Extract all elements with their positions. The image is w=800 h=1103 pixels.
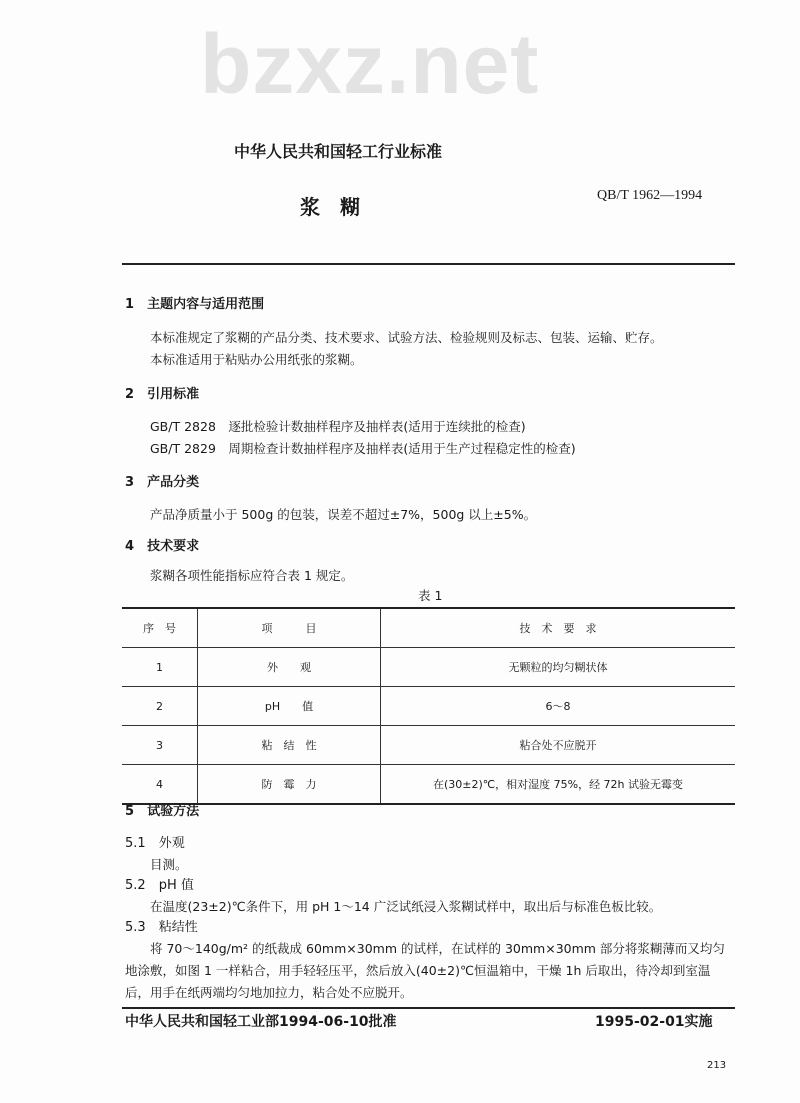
table-row: 4 防 霉 力 在(30±2)℃，相对湿度 75%，经 72h 试验无霉变 (122, 765, 735, 805)
approval-date: 中华人民共和国轻工业部1994-06-10批准 (125, 1014, 397, 1030)
requirements-table (122, 607, 735, 805)
section-5-heading: 5 试验方法 (125, 804, 200, 819)
footer-rule (122, 1007, 735, 1009)
subsection-5-3-text: 后，用手在纸两端均匀地加拉力，粘合处不应脱开。 (125, 985, 413, 1000)
subsection-5-1-heading: 5.1 外观 (125, 836, 185, 851)
issuing-org: 中华人民共和国轻工行业标准 (234, 142, 443, 161)
reference-item: GB/T 2828 逐批检验计数抽样程序及抽样表(适用于连续批的检查) (150, 419, 526, 434)
table-row: 3 粘 结 性 粘合处不应脱开 (122, 726, 735, 765)
standard-code: QB/T 1962—1994 (597, 188, 703, 203)
watermark: bzxz.net (200, 17, 540, 111)
section-4-text: 浆糊各项性能指标应符合表 1 规定。 (150, 568, 354, 583)
table-header-row: 序 号 项 目 技 术 要 求 (122, 608, 735, 648)
table-row: 1 外 观 无颗粒的均匀糊状体 (122, 648, 735, 687)
subsection-5-2-heading: 5.2 pH 值 (125, 878, 194, 893)
subsection-5-3-text: 将 70～140g/m² 的纸裁成 60mm×30mm 的试样，在试样的 30mm×30mm 部分将浆糊薄而又均匀 (150, 941, 725, 956)
effective-date: 1995-02-01实施 (595, 1014, 713, 1030)
table-caption: 表 1 (418, 588, 443, 603)
reference-item: GB/T 2829 周期检查计数抽样程序及抽样表(适用于生产过程稳定性的检查) (150, 441, 576, 456)
header-rule (122, 263, 735, 265)
section-4-heading: 4 技术要求 (125, 539, 200, 554)
document-title: 浆 糊 (300, 195, 360, 219)
page-number: 213 (707, 1060, 727, 1071)
subsection-5-1-text: 目测。 (150, 857, 188, 872)
table-row: 2 pH 值 6～8 (122, 687, 735, 726)
section-1-text: 本标准规定了浆糊的产品分类、技术要求、试验方法、检验规则及标志、包装、运输、贮存。 (150, 330, 663, 345)
subsection-5-2-text: 在温度(23±2)℃条件下，用 pH 1～14 广泛试纸浸入浆糊试样中，取出后与标准色板比较。 (150, 899, 662, 914)
section-1-text: 本标准适用于粘贴办公用纸张的浆糊。 (150, 352, 363, 367)
subsection-5-3-heading: 5.3 粘结性 (125, 920, 198, 935)
section-1-heading: 1 主题内容与适用范围 (125, 297, 265, 312)
section-2-heading: 2 引用标准 (125, 387, 200, 402)
section-3-heading: 3 产品分类 (125, 475, 200, 490)
section-3-text: 产品净质量小于 500g 的包装，误差不超过±7%，500g 以上±5%。 (150, 507, 537, 522)
subsection-5-3-text: 地涂敷，如图 1 一样粘合，用手轻轻压平，然后放入(40±2)℃恒温箱中，干燥 1h 后取出，待冷却到室温 (125, 963, 711, 978)
